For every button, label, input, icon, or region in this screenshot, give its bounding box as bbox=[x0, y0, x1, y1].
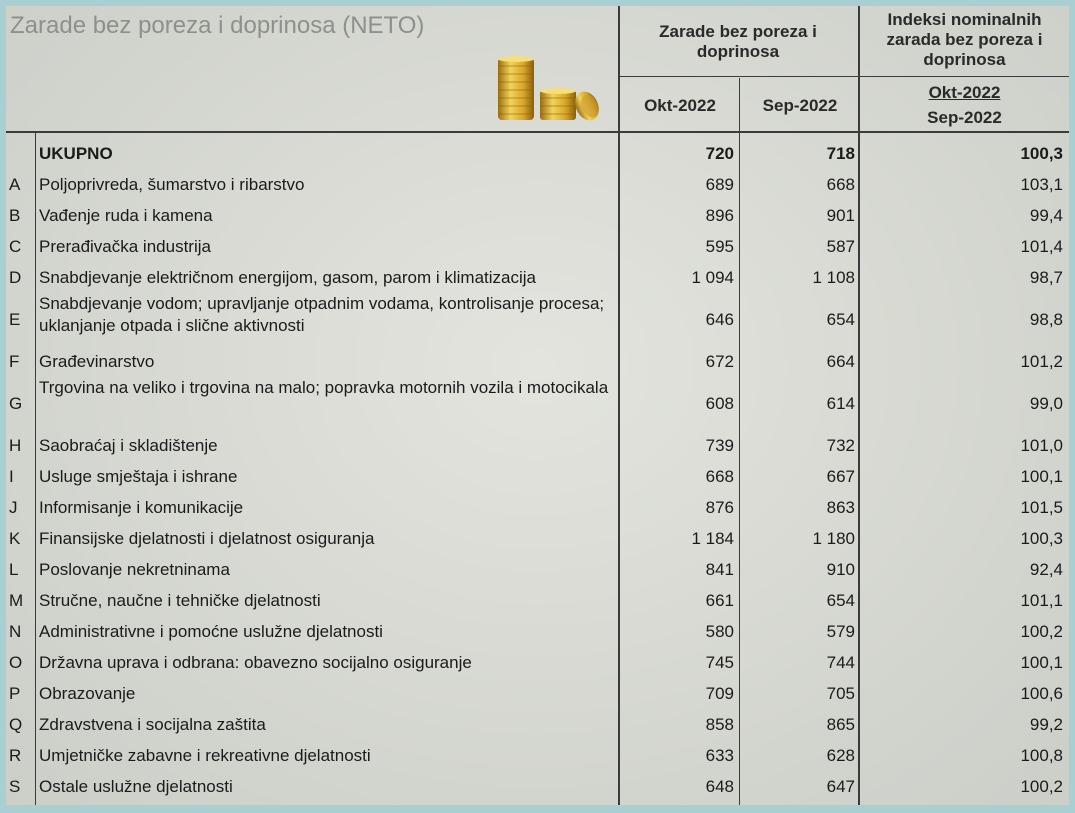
row-activity-name: Zdravstvena i socijalna zaštita bbox=[39, 715, 266, 734]
cell-index: 100,2 bbox=[1020, 622, 1063, 641]
cell-okt-2022: 720 bbox=[705, 144, 734, 163]
row-section-code: J bbox=[9, 498, 18, 517]
cell-index: 101,4 bbox=[1020, 237, 1063, 256]
cell-sep-2022: 901 bbox=[826, 206, 855, 225]
row-activity-name: Administrativne i pomoćne uslužne djelatnosti bbox=[39, 622, 383, 641]
row-activity-name: Prerađivačka industrija bbox=[39, 237, 211, 256]
table-row bbox=[6, 200, 1069, 231]
row-section-code: P bbox=[9, 684, 21, 703]
cell-sep-2022: 667 bbox=[826, 467, 855, 486]
row-section-code: O bbox=[9, 653, 23, 672]
cell-sep-2022: 863 bbox=[826, 498, 855, 517]
cell-okt-2022: 709 bbox=[705, 684, 734, 703]
row-activity-name: Građevinarstvo bbox=[39, 352, 155, 371]
cell-sep-2022: 654 bbox=[826, 591, 855, 610]
header-wage-group: Zarade bez poreza i doprinosa bbox=[659, 22, 817, 61]
table-body bbox=[6, 6, 1069, 805]
cell-okt-2022: 1 184 bbox=[691, 529, 734, 548]
row-section-code: I bbox=[9, 467, 14, 486]
cell-okt-2022: 689 bbox=[705, 175, 734, 194]
row-section-code: A bbox=[9, 175, 21, 194]
table-row bbox=[6, 740, 1069, 771]
cell-index: 101,2 bbox=[1020, 352, 1063, 371]
cell-index: 99,2 bbox=[1029, 715, 1063, 734]
row-section-code: S bbox=[9, 777, 21, 796]
cell-index: 101,1 bbox=[1020, 591, 1063, 610]
row-section-code: C bbox=[9, 237, 22, 256]
cell-index: 98,8 bbox=[1029, 310, 1063, 329]
row-section-code: K bbox=[9, 529, 21, 548]
cell-okt-2022: 668 bbox=[705, 467, 734, 486]
table-row bbox=[6, 771, 1069, 802]
table-row bbox=[6, 585, 1069, 616]
cell-okt-2022: 633 bbox=[705, 746, 734, 765]
cell-sep-2022: 732 bbox=[826, 436, 855, 455]
table-row-total bbox=[6, 138, 1069, 169]
cell-okt-2022: 595 bbox=[705, 237, 734, 256]
cell-index: 101,0 bbox=[1020, 436, 1063, 455]
cell-index: 99,0 bbox=[1029, 394, 1063, 413]
cell-okt-2022: 858 bbox=[705, 715, 734, 734]
table-row bbox=[6, 523, 1069, 554]
row-section-code: G bbox=[9, 394, 23, 413]
row-section-code: F bbox=[9, 352, 20, 371]
cell-okt-2022: 745 bbox=[705, 653, 734, 672]
cell-index: 92,4 bbox=[1029, 560, 1063, 579]
table-row bbox=[6, 709, 1069, 740]
cell-index: 98,7 bbox=[1029, 268, 1063, 287]
row-section-code: D bbox=[9, 268, 22, 287]
cell-sep-2022: 1 180 bbox=[812, 529, 855, 548]
cell-okt-2022: 1 094 bbox=[691, 268, 734, 287]
cell-index: 101,5 bbox=[1020, 498, 1063, 517]
cell-sep-2022: 1 108 bbox=[812, 268, 855, 287]
table-row bbox=[6, 346, 1069, 377]
cell-sep-2022: 668 bbox=[826, 175, 855, 194]
cell-okt-2022: 648 bbox=[705, 777, 734, 796]
row-activity-name: Državna uprava i odbrana: obavezno socijalno osiguranje bbox=[39, 653, 472, 672]
row-activity-name: Poslovanje nekretninama bbox=[39, 560, 230, 579]
row-activity-name: Usluge smještaja i ishrane bbox=[39, 467, 238, 486]
table-row bbox=[6, 293, 1069, 346]
row-activity-name: Snabdjevanje električnom energijom, gasom, parom i klimatizacija bbox=[39, 268, 537, 287]
cell-index: 100,3 bbox=[1020, 144, 1063, 163]
table-row bbox=[6, 647, 1069, 678]
header-index-title: Indeksi nominalnih zarada bez poreza i doprinosa bbox=[886, 10, 1043, 69]
row-activity-name: Stručne, naučne i tehničke djelatnosti bbox=[39, 591, 321, 610]
row-section-code: E bbox=[9, 310, 21, 329]
cell-sep-2022: 718 bbox=[826, 144, 855, 163]
cell-sep-2022: 910 bbox=[826, 560, 855, 579]
row-section-code: H bbox=[9, 436, 22, 455]
row-activity-name: Obrazovanje bbox=[39, 684, 136, 703]
cell-index: 100,3 bbox=[1020, 529, 1063, 548]
row-section-code: Q bbox=[9, 715, 23, 734]
table-row bbox=[6, 492, 1069, 523]
cell-index: 99,4 bbox=[1029, 206, 1063, 225]
row-activity-name: Saobraćaj i skladištenje bbox=[39, 436, 218, 455]
cell-sep-2022: 865 bbox=[826, 715, 855, 734]
cell-sep-2022: 614 bbox=[826, 394, 855, 413]
row-section-code: R bbox=[9, 746, 22, 765]
cell-index: 100,8 bbox=[1020, 746, 1063, 765]
table-row bbox=[6, 169, 1069, 200]
cell-sep-2022: 579 bbox=[826, 622, 855, 641]
cell-index: 100,6 bbox=[1020, 684, 1063, 703]
row-activity-name: Umjetničke zabavne i rekreativne djelatnosti bbox=[39, 746, 371, 765]
row-activity-name: Ostale uslužne djelatnosti bbox=[39, 777, 233, 796]
row-activity-name: Informisanje i komunikacije bbox=[39, 498, 244, 517]
cell-okt-2022: 646 bbox=[705, 310, 734, 329]
cell-index: 100,1 bbox=[1020, 653, 1063, 672]
cell-sep-2022: 654 bbox=[826, 310, 855, 329]
cell-sep-2022: 705 bbox=[826, 684, 855, 703]
cell-sep-2022: 647 bbox=[826, 777, 855, 796]
cell-okt-2022: 739 bbox=[705, 436, 734, 455]
table-row bbox=[6, 262, 1069, 293]
row-section-code: L bbox=[9, 560, 19, 579]
cell-okt-2022: 672 bbox=[705, 352, 734, 371]
row-section-code: B bbox=[9, 206, 21, 225]
cell-index: 100,1 bbox=[1020, 467, 1063, 486]
cell-sep-2022: 664 bbox=[826, 352, 855, 371]
cell-sep-2022: 744 bbox=[826, 653, 855, 672]
table-row bbox=[6, 616, 1069, 647]
header-index-numerator: Okt-2022 bbox=[928, 83, 1001, 102]
row-section-code: N bbox=[9, 622, 22, 641]
cell-okt-2022: 841 bbox=[705, 560, 734, 579]
cell-index: 103,1 bbox=[1020, 175, 1063, 194]
row-section-code: M bbox=[9, 591, 24, 610]
cell-okt-2022: 580 bbox=[705, 622, 734, 641]
row-activity-name: Snabdjevanje vodom; upravljanje otpadnim vodama, kontrolisanje procesa; uklanjanje otpada i slične aktivnosti bbox=[39, 294, 605, 335]
cell-index: 100,2 bbox=[1020, 777, 1063, 796]
cell-sep-2022: 628 bbox=[826, 746, 855, 765]
table-row bbox=[6, 461, 1069, 492]
row-activity-name: Finansijske djelatnosti i djelatnost osiguranja bbox=[39, 529, 375, 548]
cell-okt-2022: 876 bbox=[705, 498, 734, 517]
row-activity-name: UKUPNO bbox=[39, 144, 113, 163]
cell-okt-2022: 608 bbox=[705, 394, 734, 413]
table-title: Zarade bez poreza i doprinosa (NETO) bbox=[10, 12, 425, 39]
row-activity-name: Vađenje ruda i kamena bbox=[39, 206, 213, 225]
table-row bbox=[6, 554, 1069, 585]
wage-table-sheet bbox=[6, 6, 1069, 805]
header-okt-2022: Okt-2022 bbox=[644, 96, 716, 115]
table-row bbox=[6, 377, 1069, 430]
row-activity-name: Trgovina na veliko i trgovina na malo; popravka motornih vozila i motocikala bbox=[39, 378, 609, 397]
table-row bbox=[6, 678, 1069, 709]
table-row bbox=[6, 231, 1069, 262]
cell-okt-2022: 661 bbox=[705, 591, 734, 610]
table-row bbox=[6, 430, 1069, 461]
header-sep-2022: Sep-2022 bbox=[762, 96, 838, 115]
header-index-denominator: Sep-2022 bbox=[927, 108, 1002, 127]
cell-sep-2022: 587 bbox=[826, 237, 855, 256]
cell-okt-2022: 896 bbox=[705, 206, 734, 225]
row-activity-name: Poljoprivreda, šumarstvo i ribarstvo bbox=[39, 175, 305, 194]
